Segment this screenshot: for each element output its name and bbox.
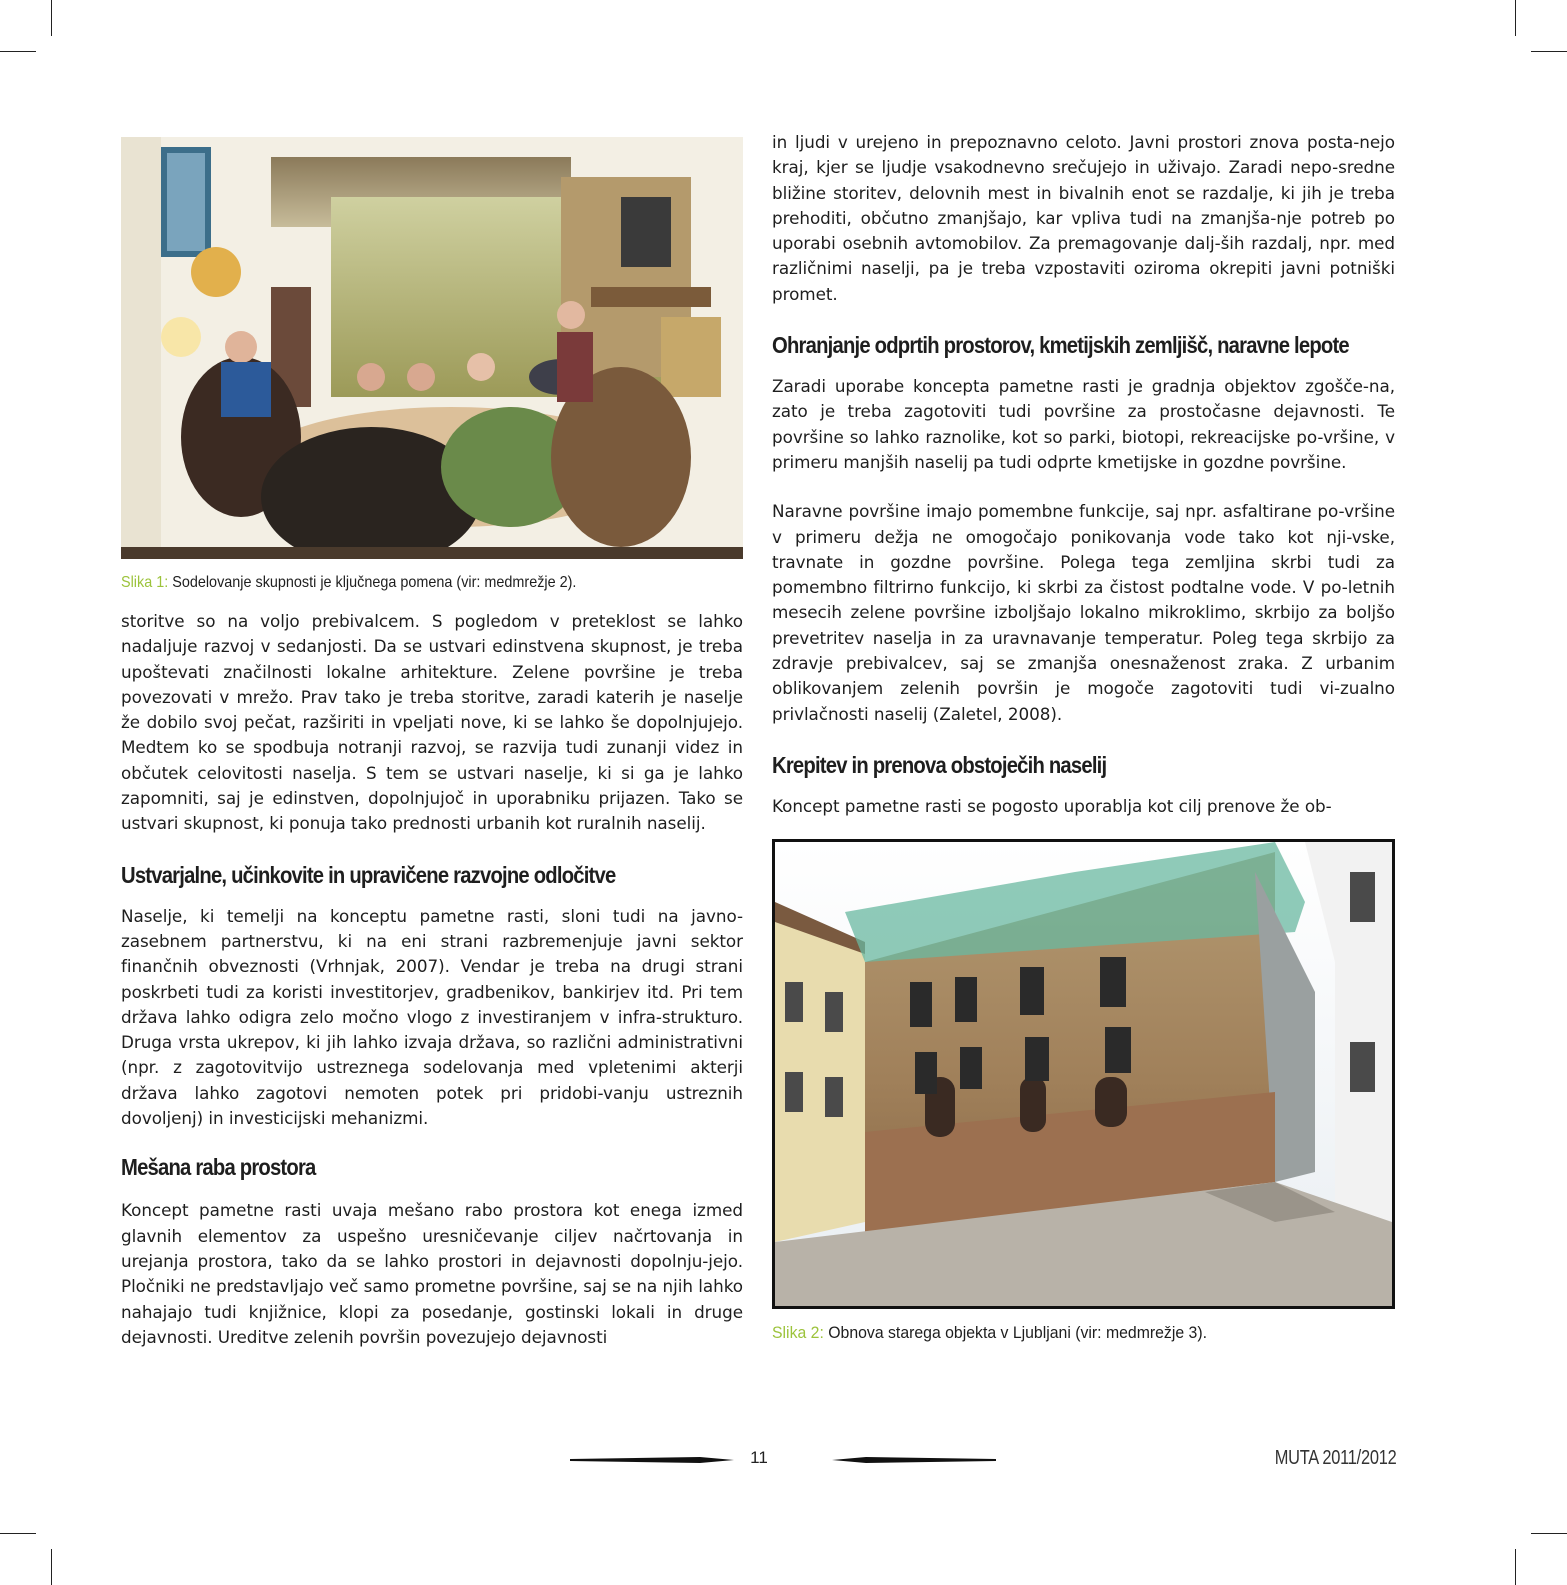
crop-mark [0, 1533, 36, 1534]
meeting-room-image [121, 137, 743, 559]
left-paragraph-1: storitve so na voljo prebivalcem. S pogledom v preteklost se lahko nadaljuje razvoj v sedanjosti. Da se ustvari edinstvena skupnost, je treba upoštevati značilnosti lokalne arhitekture. Zelene površine je treba povezovati v mrežo. Prav tako je treba storitve, zaradi katerih je naselje že dobilo svoj pečat, razširiti in vpeljati nove, ki se lahko še dopolnjujejo. Medtem ko se spodbuja notranji razvoj, se razvija tudi zunanji videz in občutek celovitosti naselja. S tem se ustvari naselje, ki si ga je lahko zapomniti, saj je edinstven, dopolnjujoč in uporabniku prijazen. Tako se ustvari skupnost, ki ponuja tako prednosti urbanih kot ruralnih naselij. [121, 611, 743, 834]
figure2-photo [772, 839, 1395, 1309]
left-paragraph-3: Koncept pametne rasti uvaja mešano rabo prostora kot enega izmed glavnih elementov za uspešno uresničevanje ciljev načrtovanja in urejanja prostora, tako da se lahko prostori in dejavnosti dopolnju-jejo. Pločniki ne predstavljajo več samo prometne površine, saj se na njih lahko nahajajo tudi knjižnice, klopi za posedanje, gostinski lokali in druge dejavnosti. Ureditve zelenih površin povezujejo dejavnosti [121, 1200, 743, 1347]
right-paragraph-1: in ljudi v urejeno in prepoznavno celoto. Javni prostori znova posta-nejo kraj, kjer se ljudje vsakodnevno srečujejo in uživajo. Zaradi nepo-sredne bližine storitev, delovnih mest in bivalnih enot se razdalje, ki jih je treba prehoditi, občutno zmanjšajo, kar vpliva tudi na zmanjša-nje potreb po uporabi osebnih avtomobilov. Za premagovanje dalj-ših razdalj, npr. med različnimi naselji, pa je treba vzpostaviti oziroma okrepiti javni potniški promet. [772, 132, 1395, 304]
right-paragraph-4: Koncept pametne rasti se pogosto uporablja kot cilj prenove že ob- [772, 795, 1332, 816]
right-paragraph-2: Zaradi uporabe koncepta pametne rasti je gradnja objektov zgošče-na, zato je treba zagotoviti tudi površine za prostočasne dejavnosti. Te površine so lahko raznolike, kot so parki, biotopi, rekreacijske po-vršine, v primeru manjših naselij pa tudi odprte kmetijske in gozdne površine. [772, 376, 1395, 472]
figure1-caption-text: Sodelovanje skupnosti je ključnega pomena (vir: medmrežje 2). [172, 574, 577, 591]
left-column [121, 137, 743, 1350]
section-heading-4: Krepitev in prenova obstoječih naselij [772, 751, 1107, 778]
right-paragraph-3: Naravne površine imajo pomembne funkcije, saj npr. asfaltirane po-vršine v primeru dežja ne omogočajo ponikovanja vode tako kot nji-vske, travnate in gozdne površine. Polega tega zemljina skrbi tudi za pomembno filtrirno funkcijo, ki skrbi za čistost podtalne vode. V po-letnih mesecih zelene površine izboljšajo lokalno mikroklimo, skrbijo za boljšo prevetritev naselja in za uravnavanje temperatur. Poleg tega skrbijo za zdravje prebivalcev, saj se zmanjša onesnaženost zraka. Z urbanim oblikovanjem zelenih površin je mogoče zagotoviti tudi vi-zualno privlačnosti naselij (Zaletel, 2008). [772, 501, 1395, 724]
section-heading-1: Ustvarjalne, učinkovite in upravičene razvojne odločitve [121, 861, 616, 888]
left-paragraph-2: Naselje, ki temelji na konceptu pametne rasti, sloni tudi na javno-zasebnem partnerstvu, ki na eni strani razbremenjuje javni sektor finančnih obveznosti (Vrhnjak, 2007). Vendar je treba na drugi strani poskrbeti tudi za koristi investitorjev, gradbenikov, bankirjev itd. Pri tem država lahko odigra zelo močno vlogo z investiranjem v infra-strukturo. Druga vrsta ukrepov, ki jih lahko izvaja država, so različni administrativni (npr. z zagotovitvijo ustreznega sodelovanja med vpletenimi akterji država lahko zagotovi nemoten potek pri pridobi-vanju ustreznih dovoljenj) in investicijski mehanizmi. [121, 905, 743, 1129]
figure2-caption [772, 1323, 1351, 1343]
crop-mark [1531, 1533, 1567, 1534]
building-image [775, 842, 1392, 1306]
section-heading-2: Mešana raba prostora [121, 1154, 316, 1181]
crop-mark [1515, 1549, 1516, 1585]
journal-name: MUTA 2011/2012 [1274, 1447, 1396, 1469]
crop-mark [1531, 51, 1567, 52]
section-heading-3: Ohranjanje odprtih prostorov, kmetijskih zemljišč, naravne lepote [772, 332, 1349, 359]
figure1-caption [121, 573, 681, 593]
figure1-label: Slika 1: [121, 574, 169, 591]
figure2-label: Slika 2: [772, 1323, 824, 1343]
crop-mark [0, 51, 36, 52]
page-number: 11 [750, 1448, 768, 1467]
page-footer [0, 1447, 1567, 1473]
crop-mark [1515, 0, 1516, 36]
crop-mark [51, 1549, 52, 1585]
figure1-photo [121, 137, 743, 559]
right-column [772, 130, 1395, 1343]
crop-mark [51, 0, 52, 36]
figure2-caption-text: Obnova starega objekta v Ljubljani (vir: medmrežje 3). [828, 1323, 1207, 1343]
